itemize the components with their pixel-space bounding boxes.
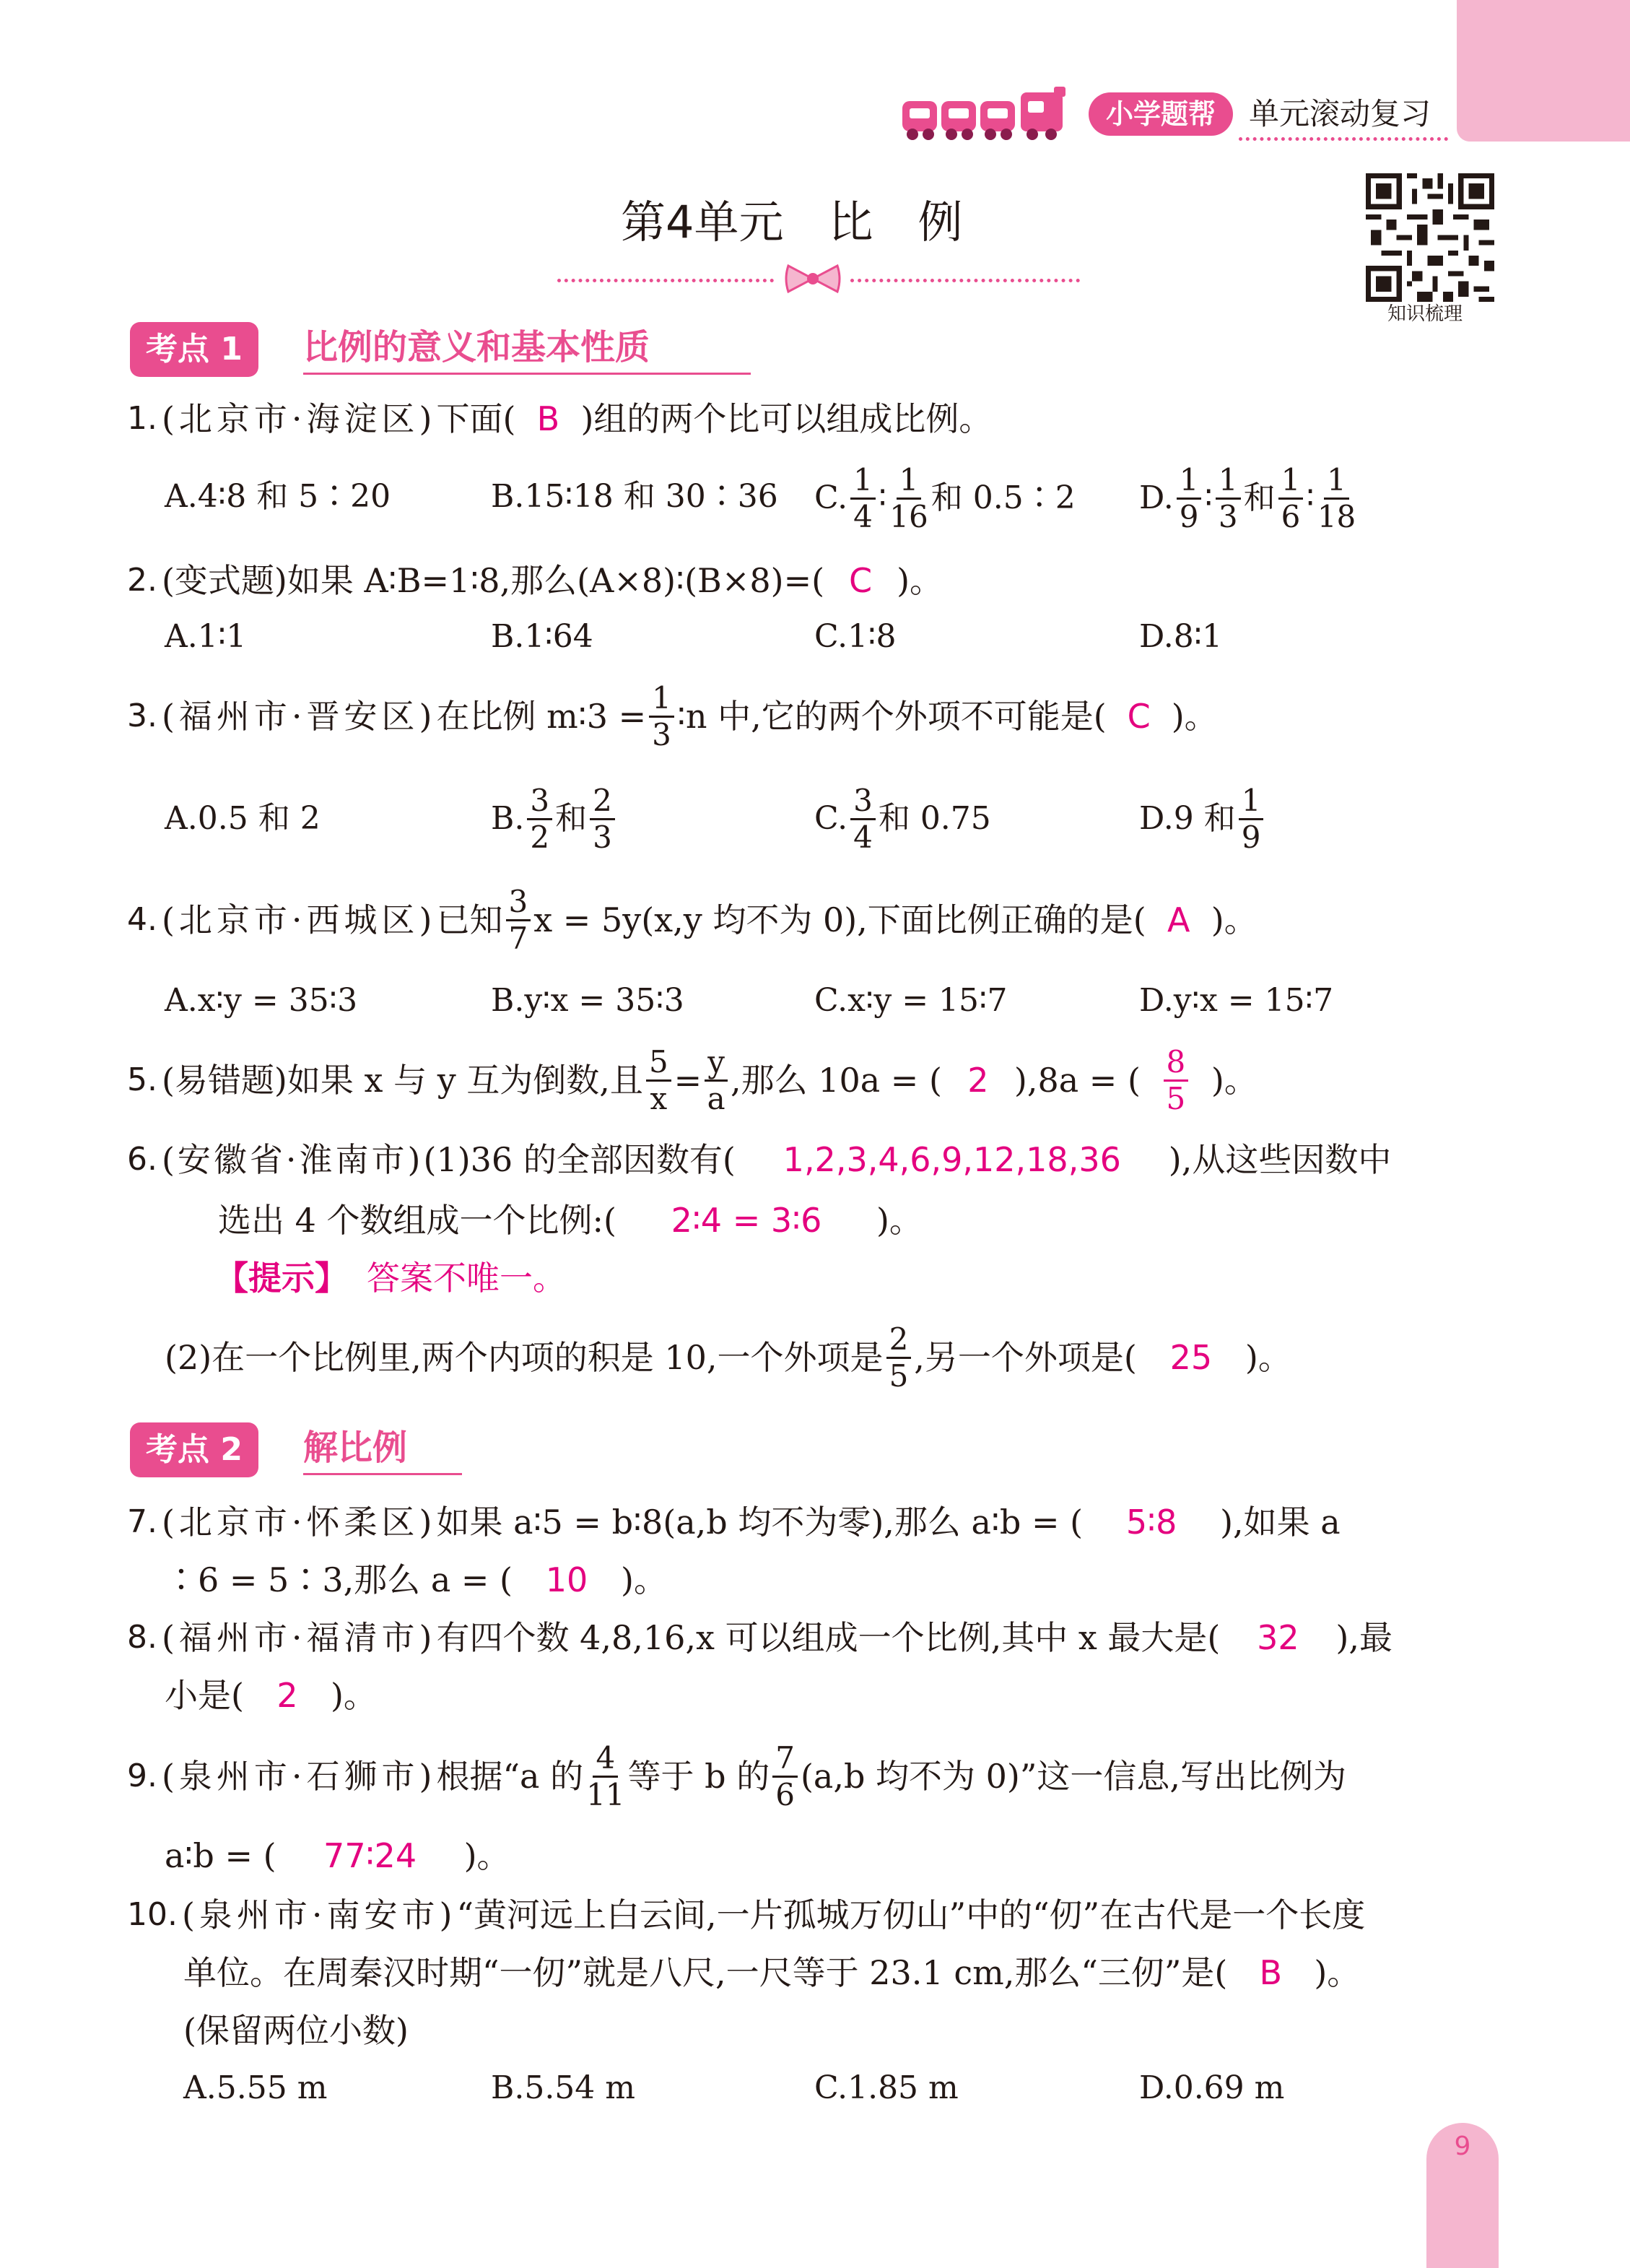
answer-blank[interactable]: 2∶4 = 3∶6 <box>671 1201 822 1240</box>
section-2-badge: 考点 2 <box>130 1422 258 1477</box>
answer-blank[interactable]: 2 <box>967 1061 989 1100</box>
answer-blank[interactable]: 1,2,3,4,6,9,12,18,36 <box>783 1140 1121 1179</box>
question-source: (安徽省·淮南市) <box>161 1140 424 1179</box>
question-6-cont: 选出 4 个数组成一个比例:( 2∶4 = 3∶6 )。 <box>218 1199 923 1242</box>
question-number: 6. <box>127 1141 157 1178</box>
option-b[interactable]: B.1∶64 <box>491 618 593 655</box>
qr-caption: 知识梳理 <box>1387 303 1463 325</box>
option-a[interactable]: A.1∶1 <box>165 618 247 655</box>
question-5: 5. (易错题) 如果 x 与 y 互为倒数,且 $\frac{5}{x}$ = $\frac{y}{a}$ ,那么 10a = ( 2 ),8a = ( $\frac{8}{5}$ )。 <box>127 1043 1258 1116</box>
fraction: $\frac{1}{6}$ <box>1278 463 1304 534</box>
option-c[interactable]: C. $\frac{1}{4}$ ∶ $\frac{1}{16}$ 和 0.5∶2 <box>814 461 1076 534</box>
page-title: 第4单元 比 例 <box>621 196 963 248</box>
hint <box>215 1256 566 1300</box>
option-d[interactable]: D.y∶x = 15∶7 <box>1139 982 1334 1019</box>
question-number: 9. <box>127 1758 157 1794</box>
option-b[interactable]: B.y∶x = 35∶3 <box>491 982 684 1019</box>
title-rule-right <box>850 279 1080 282</box>
option-d[interactable]: D.8∶1 <box>1139 618 1223 655</box>
option-c[interactable]: C.x∶y = 15∶7 <box>814 982 1008 1019</box>
question-9-cont: a∶b = ( 77∶24 )。 <box>165 1834 510 1877</box>
option-a[interactable]: A.4∶8 和 5∶20 <box>165 478 391 515</box>
question-7-cont: ∶6 = 5∶3,那么 a = ( 10 )。 <box>165 1558 667 1602</box>
question-number: 4. <box>127 901 157 938</box>
question-source: (易错题) <box>161 1061 287 1100</box>
answer-blank[interactable]: 5∶8 <box>1125 1503 1177 1542</box>
fraction: $\frac{5}{x}$ <box>646 1045 671 1116</box>
question-6: 6. (安徽省·淮南市) (1)36 的全部因数有( 1,2,3,4,6,9,12,18,36 ),从这些因数中 <box>127 1138 1391 1181</box>
page-number: 9 <box>1454 2132 1471 2161</box>
fraction: $\frac{1}{3}$ <box>649 681 674 752</box>
question-source: (福州市·福清市) <box>161 1618 437 1657</box>
question-9: 9. (泉州市·石狮市) 根据“a 的 $\frac{4}{11}$ 等于 b 的 $\frac{7}{6}$ (a,b 均不为 0)”这一信息,写出比例为 <box>127 1739 1347 1812</box>
answer-blank[interactable]: B <box>1259 1953 1283 1992</box>
question-3: 3. (福州市·晋安区) 在比例 m∶3 = $\frac{1}{3}$ ∶n 中,它的两个外项不可能是( C )。 <box>127 679 1218 752</box>
section-2-title: 解比例 <box>303 1422 462 1475</box>
corner-tab <box>1457 0 1630 142</box>
brand-badge: 小学题帮 <box>1089 92 1233 136</box>
option-a[interactable]: A.x∶y = 35∶3 <box>165 982 358 1019</box>
question-2: 2. (变式题) 如果 A∶B=1∶8,那么(A×8)∶(B×8)=( C )。 <box>127 559 943 602</box>
question-source: (泉州市·石狮市) <box>161 1757 437 1796</box>
question-8: 8. (福州市·福清市) 有四个数 4,8,16,x 可以组成一个比例,其中 x 最大是( 32 ),最 <box>127 1616 1393 1659</box>
question-number: 2. <box>127 562 157 599</box>
option-a[interactable]: A.0.5 和 2 <box>165 800 321 837</box>
fraction: $\frac{2}{3}$ <box>590 783 615 855</box>
section-1-badge: 考点 1 <box>130 322 258 377</box>
bow-icon <box>784 261 842 296</box>
series-title: 单元滚动复习 <box>1249 96 1431 131</box>
question-10-cont: 单位。在周秦汉时期“一仞”就是八尺,一尺等于 23.1 cm,那么“三仞”是( B )。 <box>183 1951 1360 1994</box>
answer-blank[interactable]: C <box>1127 697 1151 736</box>
question-source: (北京市·西城区) <box>161 900 437 939</box>
question-source: (泉州市·南安市) <box>181 1895 457 1934</box>
answer-blank[interactable]: 77∶24 <box>323 1836 417 1875</box>
question-8-cont: 小是( 2 )。 <box>165 1674 377 1717</box>
question-source: (北京市·怀柔区) <box>161 1503 437 1542</box>
question-6-part-2: (2)在一个比例里,两个内项的积是 10,一个外项是 $\frac{2}{5}$ ,另一个外项是( 25 )。 <box>165 1321 1291 1394</box>
option-b[interactable]: B.15∶18 和 30∶36 <box>491 478 778 515</box>
option-d[interactable]: D.0.69 m <box>1139 2069 1285 2106</box>
question-10-note: (保留两位小数) <box>183 2011 409 2050</box>
question-1: 1. (北京市·海淀区) 下面( B )组的两个比可以组成比例。 <box>127 397 992 440</box>
question-number: 5. <box>127 1061 157 1098</box>
option-c[interactable]: C.1.85 m <box>814 2069 959 2106</box>
answer-blank[interactable]: 10 <box>545 1560 588 1599</box>
question-number: 8. <box>127 1619 157 1656</box>
fraction: $\frac{1}{4}$ <box>850 463 876 534</box>
fraction: $\frac{2}{5}$ <box>886 1322 912 1394</box>
option-a[interactable]: A.5.55 m <box>183 2069 328 2106</box>
question-source: (变式题) <box>161 561 287 600</box>
question-number: 10. <box>127 1896 178 1933</box>
question-10: 10. (泉州市·南安市) “黄河远上白云间,一片孤城万仞山”中的“仞”在古代是一个长度 <box>127 1893 1365 1937</box>
option-d[interactable]: D. $\frac{1}{9}$ ∶ $\frac{1}{3}$ 和 $\frac{1}{6}$ ∶ $\frac{1}{18}$ <box>1139 461 1356 534</box>
header-dotted-rule <box>1239 137 1448 141</box>
option-b[interactable]: B.5.54 m <box>491 2069 635 2106</box>
option-c[interactable]: C.1∶8 <box>814 618 897 655</box>
fraction: $\frac{1}{9}$ <box>1177 463 1202 534</box>
fraction: $\frac{4}{11}$ <box>586 1739 625 1812</box>
fraction: $\frac{1}{3}$ <box>1216 463 1241 534</box>
question-number: 3. <box>127 698 157 734</box>
fraction: $\frac{3}{2}$ <box>527 783 552 855</box>
fraction: $\frac{1}{9}$ <box>1239 783 1264 855</box>
option-c[interactable]: C. $\frac{3}{4}$ 和 0.75 <box>814 782 991 855</box>
title-rule-left <box>557 279 774 282</box>
question-4: 4. (北京市·西城区) 已知 $\frac{3}{7}$ x = 5y(x,y 均不为 0),下面比例正确的是( A )。 <box>127 883 1258 956</box>
answer-blank[interactable]: 32 <box>1257 1618 1299 1657</box>
fraction: $\frac{1}{18}$ <box>1317 461 1356 534</box>
option-d[interactable]: D.9 和 $\frac{1}{9}$ <box>1139 783 1266 855</box>
answer-blank[interactable]: 2 <box>276 1676 298 1715</box>
fraction: $\frac{y}{a}$ <box>705 1045 728 1116</box>
option-b[interactable]: B. $\frac{3}{2}$ 和 $\frac{2}{3}$ <box>491 783 618 855</box>
section-1-title: 比例的意义和基本性质 <box>303 322 751 375</box>
fraction: $\frac{1}{16}$ <box>889 461 928 534</box>
question-number: 7. <box>127 1503 157 1540</box>
question-source: (北京市·海淀区) <box>161 399 437 438</box>
question-source: (福州市·晋安区) <box>161 697 437 736</box>
fraction: $\frac{7}{6}$ <box>772 1741 798 1812</box>
answer-fraction[interactable]: $\frac{8}{5}$ <box>1143 1045 1208 1116</box>
fraction: $\frac{3}{4}$ <box>850 783 876 855</box>
hint-text: 答案不唯一。 <box>367 1259 566 1298</box>
hint-label: 【提示】 <box>215 1259 348 1298</box>
fraction: $\frac{3}{7}$ <box>506 885 531 956</box>
answer-blank[interactable]: 25 <box>1169 1338 1213 1377</box>
train-icon <box>901 85 1074 146</box>
answer-blank[interactable]: A <box>1167 900 1190 939</box>
answer-blank[interactable]: B <box>536 399 560 438</box>
answer-blank[interactable]: C <box>849 561 873 600</box>
question-7: 7. (北京市·怀柔区) 如果 a∶5 = b∶8(a,b 均不为零),那么 a∶b = ( 5∶8 ),如果 a <box>127 1500 1341 1544</box>
question-number: 1. <box>127 400 157 437</box>
qr-code[interactable] <box>1366 173 1494 302</box>
